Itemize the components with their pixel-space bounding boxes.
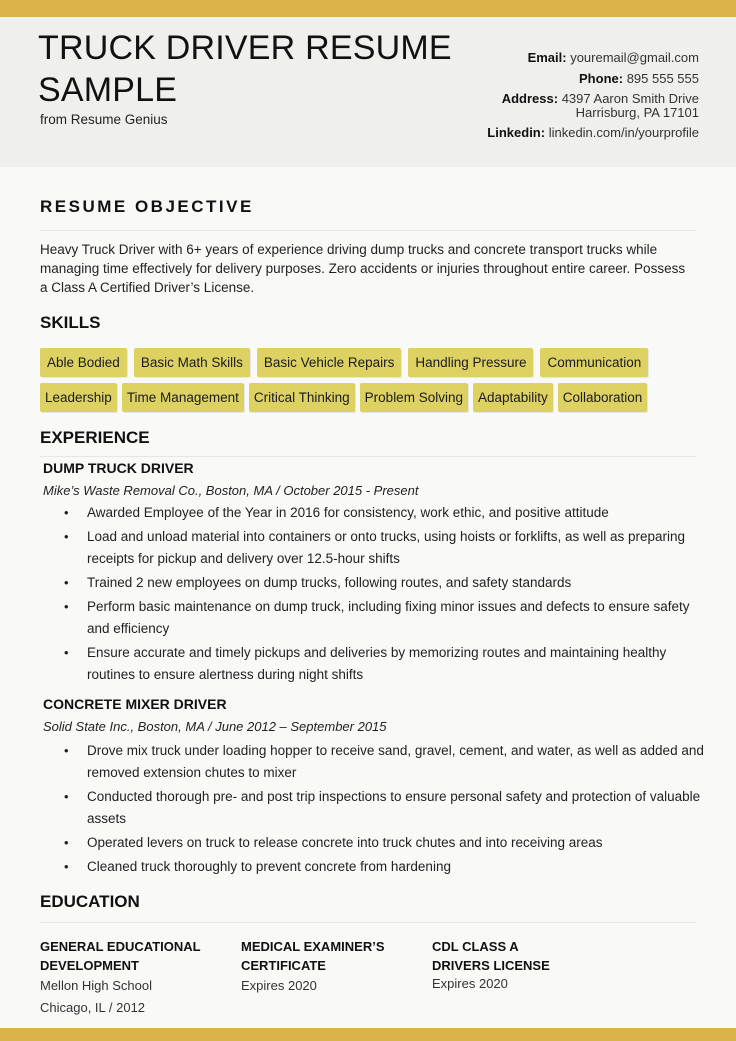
- education-heading: EDUCATION: [40, 892, 140, 911]
- email-label: Email:: [527, 50, 567, 65]
- education-detail: Expires 2020: [432, 976, 508, 991]
- job-bullet: • Perform basic maintenance on dump truck, including fixing minor issues and defects to ensure safety and efficiency: [64, 596, 704, 640]
- address-line1: 4397 Aaron Smith Drive: [561, 91, 699, 106]
- job-bullets: [64, 502, 704, 688]
- skill-chip: Leadership: [40, 383, 117, 412]
- skill-chip: Critical Thinking: [249, 383, 355, 412]
- job-bullet: • Trained 2 new employees on dump trucks, following routes, and safety standards: [64, 572, 704, 594]
- education-name: CDL CLASS A: [432, 939, 519, 954]
- skill-chip: Able Bodied: [40, 348, 127, 377]
- job-bullet: • Cleaned truck thoroughly to prevent concrete from hardening: [64, 856, 704, 878]
- contact-address: [487, 92, 699, 120]
- education-name: GENERAL EDUCATIONAL: [40, 939, 201, 954]
- objective-text: Heavy Truck Driver with 6+ years of experience driving dump trucks and concrete transport trucks while managing time effectively for delivery purposes. Zero accidents or injuries throughout entire career. Possess a Class A Certified Driver’s License.: [40, 242, 686, 295]
- education-section: [40, 892, 696, 923]
- skill-chip: Handling Pressure: [408, 348, 533, 377]
- skill-chip: Adaptability: [473, 383, 553, 412]
- job-bullet: • Drove mix truck under loading hopper to receive sand, gravel, cement, and water, as well as added and removed extension chutes to mixer: [64, 740, 704, 784]
- experience-section: [40, 428, 696, 457]
- education-name: MEDICAL EXAMINER’S: [241, 939, 385, 954]
- divider: [40, 456, 696, 457]
- resume-header: [0, 17, 736, 167]
- contact-block: [487, 50, 699, 146]
- address-line2: Harrisburg, PA 17101: [575, 105, 699, 120]
- linkedin-value[interactable]: linkedin.com/in/yourprofile: [548, 125, 699, 140]
- bottom-accent-bar: [0, 1028, 736, 1041]
- job-bullet: • Operated levers on truck to release concrete into truck chutes and into receiving areas: [64, 832, 704, 854]
- divider: [40, 922, 696, 923]
- phone-value: 895 555 555: [626, 71, 699, 86]
- job-bullet: • Conducted thorough pre- and post trip inspections to ensure personal safety and protection of valuable assets: [64, 786, 704, 830]
- divider: [40, 230, 696, 231]
- skill-chip: Basic Math Skills: [134, 348, 250, 377]
- job-bullet: • Ensure accurate and timely pickups and deliveries by memorizing routes and maintaining healthy routines to ensure alertness during night shifts: [64, 642, 704, 686]
- skill-chip: Collaboration: [558, 383, 648, 412]
- phone-label: Phone:: [579, 71, 624, 86]
- skill-chip: Time Management: [122, 383, 244, 412]
- education-item: [241, 937, 431, 997]
- skills-row-1: [40, 348, 700, 377]
- top-accent-bar: [0, 0, 736, 17]
- experience-heading: EXPERIENCE: [40, 428, 150, 447]
- job-meta: Solid State Inc., Boston, MA / June 2012 – September 2015: [43, 719, 387, 734]
- education-item: [432, 937, 622, 993]
- skills-row-2: [40, 383, 700, 412]
- objective-heading: RESUME OBJECTIVE: [40, 197, 254, 216]
- linkedin-label: Linkedin:: [487, 125, 546, 140]
- contact-linkedin: [487, 125, 699, 141]
- skill-chip: Basic Vehicle Repairs: [257, 348, 402, 377]
- education-name: DEVELOPMENT: [40, 958, 139, 973]
- skills-section: [40, 313, 696, 333]
- resume-title: TRUCK DRIVER RESUME SAMPLE: [38, 29, 452, 109]
- email-value[interactable]: youremail@gmail.com: [570, 50, 699, 65]
- skill-chip: Communication: [540, 348, 648, 377]
- skills-heading: SKILLS: [40, 313, 101, 332]
- education-detail: Chicago, IL / 2012: [40, 1000, 146, 1015]
- skills-list: [40, 348, 700, 418]
- education-name: CERTIFICATE: [241, 958, 326, 973]
- objective-section: [40, 197, 696, 231]
- job-bullet: • Load and unload material into containers or onto trucks, using hoists or forklifts, as well as preparing receipts for pickup and delivery over 12.5-hour shifts: [64, 526, 704, 570]
- resume-subtitle: from Resume Genius: [40, 112, 168, 127]
- address-label: Address:: [501, 91, 559, 106]
- contact-email: [487, 50, 699, 66]
- job-meta: Mike’s Waste Removal Co., Boston, MA / October 2015 - Present: [43, 483, 419, 498]
- job-bullet: • Awarded Employee of the Year in 2016 for consistency, work ethic, and positive attitude: [64, 502, 704, 524]
- job-bullets: [64, 740, 704, 880]
- education-detail: Expires 2020: [241, 978, 317, 993]
- education-item: [40, 937, 230, 1019]
- job-title: DUMP TRUCK DRIVER: [43, 460, 194, 476]
- skill-chip: Problem Solving: [360, 383, 468, 412]
- education-detail: Mellon High School: [40, 978, 153, 993]
- contact-phone: [487, 71, 699, 87]
- job-title: CONCRETE MIXER DRIVER: [43, 696, 227, 712]
- education-name: DRIVERS LICENSE: [432, 958, 550, 973]
